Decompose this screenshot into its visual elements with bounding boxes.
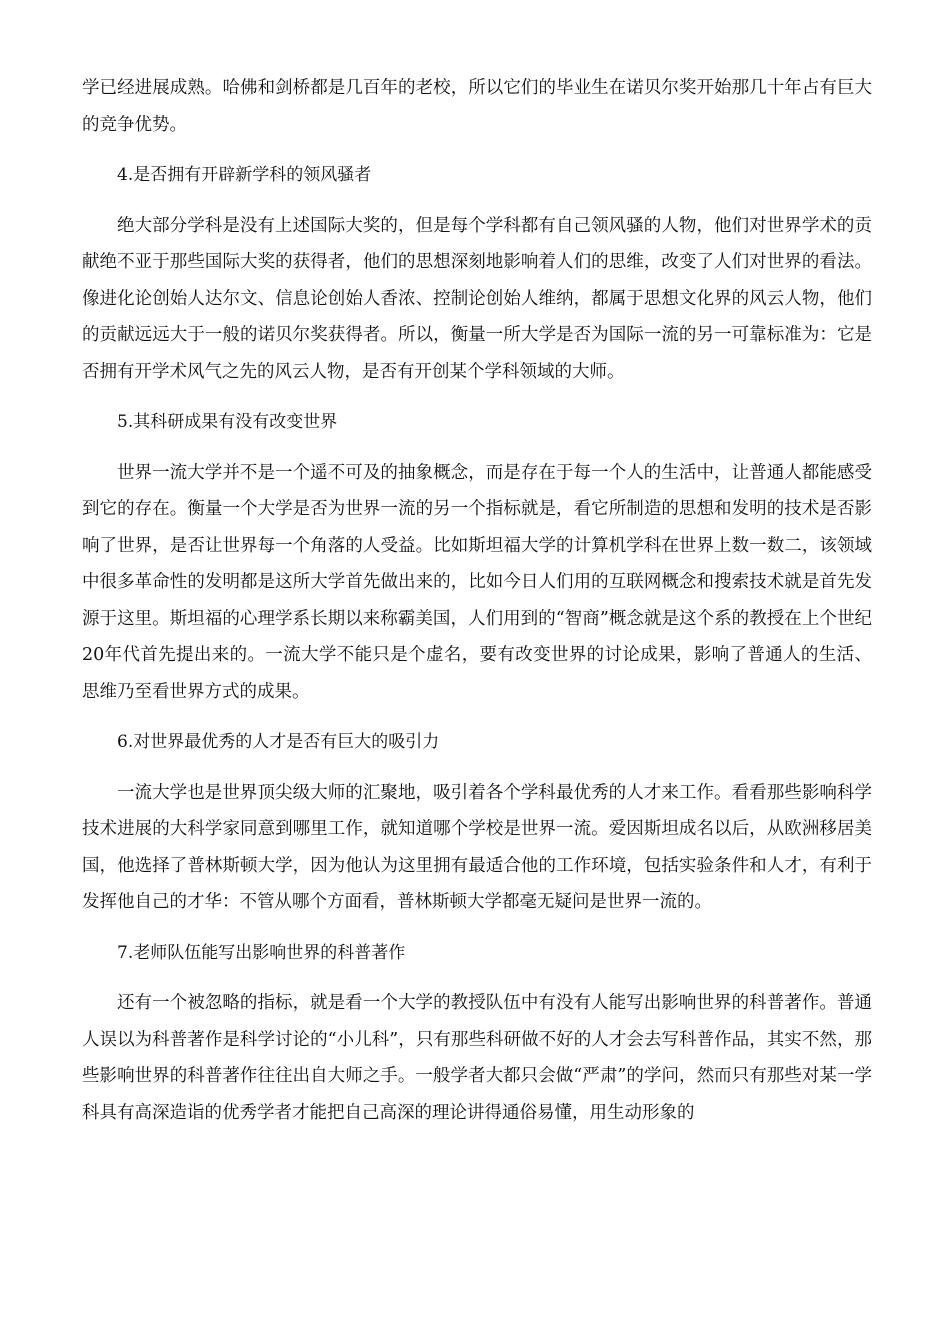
section-heading-4: 4.是否拥有开辟新学科的领风骚者 [117,165,372,185]
spacer [82,143,872,157]
paragraph-section-4: 绝大部分学科是没有上述国际大奖的，但是每个学科都有自己领风骚的人物，他们对世界学术的贡献绝不亚于那些国际大奖的获得者，他们的思想深刻地影响着人们的思维，改变了人们对世界的看法。像进化论创始人达尔文、信息论创始人香浓、控制论创始人维纳，都属于思想文化界的风云人物，他们的贡献远远大于一般的诺贝尔奖获得者。所以，衡量一所大学是否为国际一流的另一可靠标准为：它是否拥有开学术风气之先的风云人物，是否有开创某个学科领域的大师。 [82,215,872,382]
section-heading-5: 5.其科研成果有没有改变世界 [117,412,338,432]
section-heading-7: 7.老师队伍能写出影响世界的科普著作 [117,942,406,963]
paragraph-intro-continuation: 学已经进展成熟。哈佛和剑桥都是几百年的老校，所以它们的毕业生在诺贝尔奖开始那几十年占有巨大的竞争优势。 [82,78,872,135]
spacer [82,710,872,724]
spacer [82,921,872,935]
document-page [82,70,872,1131]
spacer [82,761,872,775]
spacer [82,194,872,208]
paragraph-section-7: 还有一个被忽略的指标，就是看一个大学的教授队伍中有没有人能写出影响世界的科普著作。普通人误以为科普著作是科学讨论的“小儿科”，只有那些科研做不好的人才会去写科普作品，其实不然，那些影响世界的科普著作往往出自大师之手。一般学者大都只会做“严肃”的学问，然而只有那些对某一学科具有高深造诣的优秀学者才能把自己高深的理论讲得通俗易懂，用生动形象的 [82,993,872,1123]
paragraph-section-6: 一流大学也是世界顶尖级大师的汇聚地，吸引着各个学科最优秀的人才来工作。看看那些影响科学技术进展的大科学家同意到哪里工作，就知道哪个学校是世界一流。爱因斯坦成名以后，从欧洲移居美国，他选择了普林斯顿大学，因为他认为这里拥有最适合他的工作环境，包括实验条件和人才，有利于发挥他自己的才华：不管从哪个方面看，普林斯顿大学都毫无疑问是世界一流的。 [82,782,872,912]
spacer [82,390,872,404]
spacer [82,441,872,455]
section-heading-6: 6.对世界最优秀的人才是否有巨大的吸引力 [117,732,440,752]
spacer [82,971,872,985]
paragraph-section-5: 世界一流大学并不是一个遥不可及的抽象概念，而是存在于每一个人的生活中，让普通人都能感受到它的存在。衡量一个大学是否为世界一流的另一个指标就是，看它所制造的思想和发明的技术是否影响了世界，是否让世界每一个角落的人受益。比如斯坦福大学的计算机学科在世界上数一数二，该领域中很多革命性的发明都是这所大学首先做出来的，比如今日人们用的互联网概念和搜索技术就是首先发源于这里。斯坦福的心理学系长期以来称霸美国，人们用到的“智商”概念就是这个系的教授在上个世纪20年代首先提出来的。一流大学不能只是个虚名，要有改变世界的讨论成果，影响了普通人的生活、思维乃至看世界方式的成果。 [82,462,872,702]
